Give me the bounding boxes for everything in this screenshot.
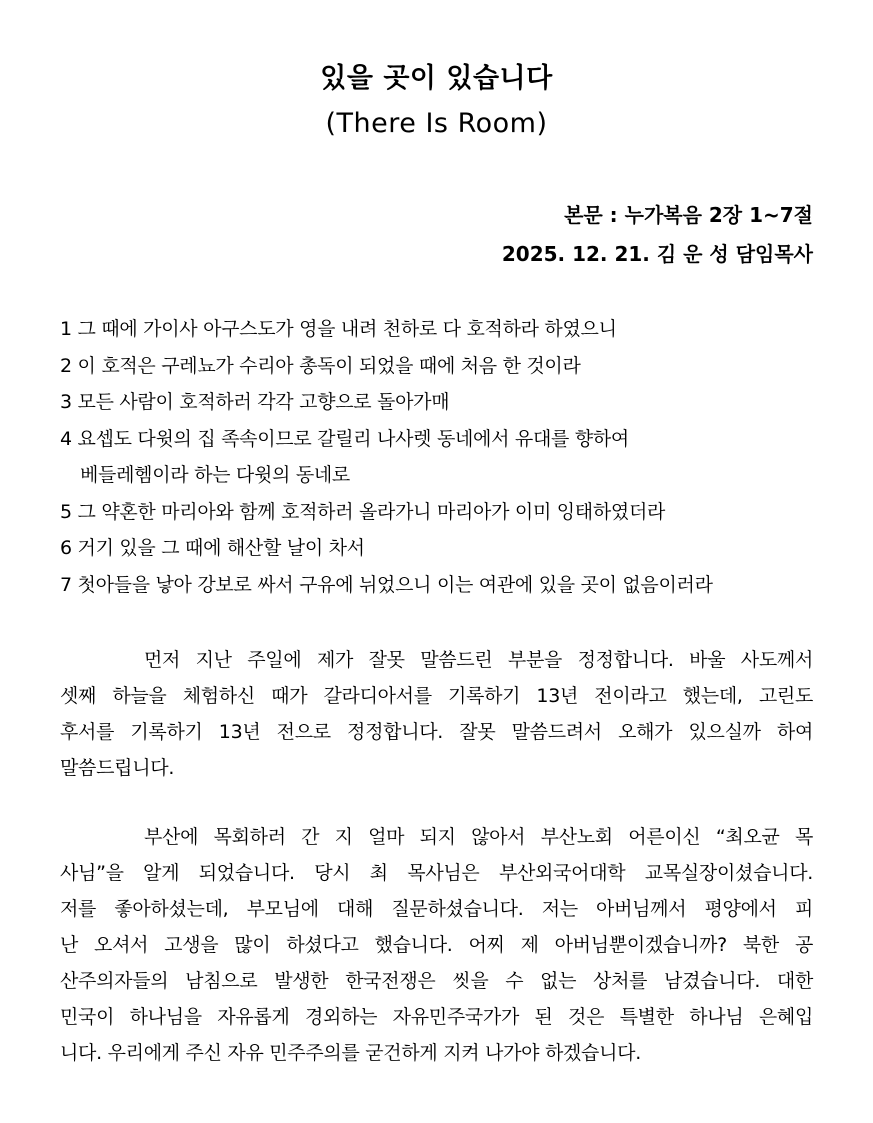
sermon-title: 있을 곳이 있습니다 bbox=[320, 63, 553, 94]
body-paragraph-1 bbox=[60, 642, 813, 786]
paragraph-line: 부산에 목회하러 간 지 얼마 되지 않아서 부산노회 어른이신 “최오균 목 bbox=[144, 826, 813, 848]
verse-3: 3 모든 사람이 호적하러 각각 고향으로 돌아가매 bbox=[60, 391, 450, 413]
date-and-preacher: 2025. 12. 21. 김 운 성 담임목사 bbox=[501, 242, 813, 266]
paragraph-line: 저를 좋아하셨는데, 부모님에 대해 질문하셨습니다. 저는 아버님께서 평양에서 피 bbox=[60, 898, 813, 920]
paragraph-line: 니다. 우리에게 주신 자유 민주주의를 굳건하게 지켜 나가야 하겠습니다. bbox=[60, 1042, 641, 1064]
verse-6: 6 거기 있을 그 때에 해산할 날이 차서 bbox=[60, 537, 365, 559]
verse-4-continuation: 베들레헴이라 하는 다윗의 동네로 bbox=[80, 464, 350, 486]
verse-7: 7 첫아들을 낳아 강보로 싸서 구유에 뉘었으니 이는 여관에 있을 곳이 없음이러라 bbox=[60, 573, 713, 596]
verse-4: 4 요셉도 다윗의 집 족속이므로 갈릴리 나사렛 동네에서 유대를 향하여 bbox=[60, 427, 629, 450]
paragraph-line: 먼저 지난 주일에 제가 잘못 말씀드린 부분을 정정합니다. 바울 사도께서 bbox=[144, 649, 813, 671]
paragraph-line: 말씀드립니다. bbox=[60, 757, 175, 779]
sermon-subtitle: (There Is Room) bbox=[325, 108, 548, 139]
paragraph-line: 후서를 기록하기 13년 전으로 정정합니다. 잘못 말씀드려서 오해가 있으실까 하여 bbox=[60, 721, 813, 743]
verse-5: 5 그 약혼한 마리아와 함께 호적하러 올라가니 마리아가 이미 잉태하였더라 bbox=[60, 500, 666, 523]
verse-2: 2 이 호적은 구레뇨가 수리아 총독이 되었을 때에 처음 한 것이라 bbox=[60, 354, 581, 377]
verse-1: 1 그 때에 가이사 아구스도가 영을 내려 천하로 다 호적하라 하였으니 bbox=[60, 318, 617, 340]
scripture-reference: 본문 : 누가복음 2장 1~7절 bbox=[564, 203, 813, 227]
paragraph-line: 산주의자들의 남침으로 발생한 한국전쟁은 씻을 수 없는 상처를 남겼습니다. 대한 bbox=[60, 970, 813, 992]
body-paragraph-2 bbox=[60, 819, 813, 1071]
paragraph-line: 사님”을 알게 되었습니다. 당시 최 목사님은 부산외국어대학 교목실장이셨습니다. bbox=[60, 862, 813, 884]
scripture-verses bbox=[60, 311, 820, 603]
paragraph-line: 셋째 하늘을 체험하신 때가 갈라디아서를 기록하기 13년 전이라고 했는데, 고린도 bbox=[60, 685, 813, 707]
paragraph-line: 난 오셔서 고생을 많이 하셨다고 했습니다. 어찌 제 아버님뿐이겠습니까? 북한 공 bbox=[60, 934, 813, 956]
paragraph-line: 민국이 하나님을 자유롭게 경외하는 자유민주국가가 된 것은 특별한 하나님 은혜입 bbox=[60, 1006, 813, 1028]
